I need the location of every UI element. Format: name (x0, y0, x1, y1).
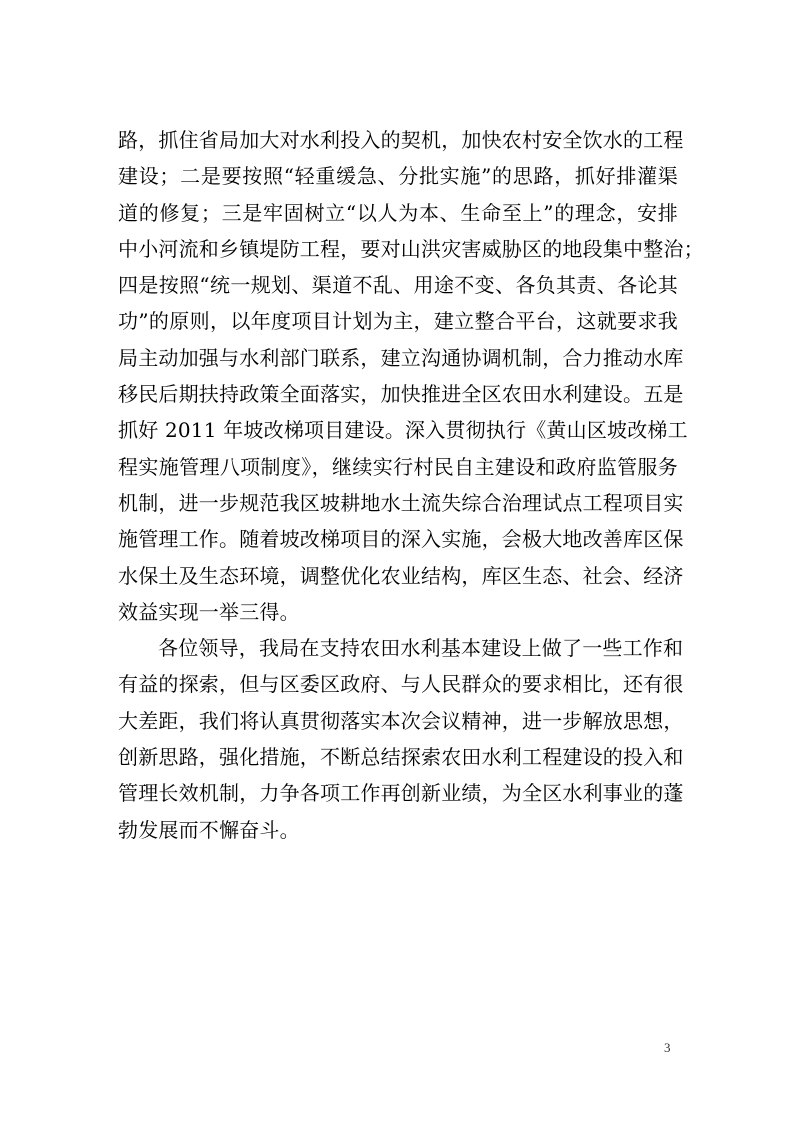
text-line: 水保土及生态环境，调整优化农业结构，库区生态、社会、经济 (118, 563, 684, 588)
page-number: 3 (664, 1040, 671, 1055)
text-line: 四是按照“统一规划、渠道不乱、用途不变、各负其责、各论其 (118, 273, 678, 298)
text-line: 程实施管理八项制度》，继续实行村民自主建设和政府监管服务 (118, 454, 678, 479)
body-text (118, 122, 704, 848)
text-line: 建设；二是要按照“轻重缓急、分批实施”的思路，抓好排灌渠 (118, 164, 678, 189)
text-line: 道的修复；三是牢固树立“以人为本、生命至上”的理念，安排 (118, 200, 678, 225)
text-line: 管理长效机制，力争各项工作再创新业绩，为全区水利事业的蓬 (118, 781, 684, 806)
text-line: 中小河流和乡镇堤防工程，要对山洪灾害威胁区的地段集中整治； (118, 236, 704, 261)
paragraph-end-line: 效益实现一举三得。 (118, 599, 300, 624)
text-line: 机制，进一步规范我区坡耕地水土流失综合治理试点工程项目实 (118, 490, 684, 515)
paragraph-start-line: 各位领导，我局在支持农田水利基本建设上做了一些工作和 (158, 636, 684, 661)
text-line: 局主动加强与水利部门联系，建立沟通协调机制，合力推动水库 (118, 345, 684, 370)
text-line: 功”的原则，以年度项目计划为主，建立整合平台，这就要求我 (118, 309, 678, 334)
text-line: 大差距，我们将认真贯彻落实本次会议精神，进一步解放思想， (118, 708, 684, 733)
text-line: 有益的探索，但与区委区政府、与人民群众的要求相比，还有很 (118, 672, 684, 697)
paragraph-end-line: 勃发展而不懈奋斗。 (118, 817, 300, 842)
text-line: 移民后期扶持政策全面落实，加快推进全区农田水利建设。五是 (118, 382, 684, 407)
text-line: 创新思路，强化措施，不断总结探索农田水利工程建设的投入和 (118, 745, 684, 770)
text-line: 路，抓住省局加大对水利投入的契机，加快农村安全饮水的工程 (118, 128, 684, 152)
text-line: 抓好 2011 年坡改梯项目建设。深入贯彻执行《黄山区坡改梯工 (118, 418, 688, 443)
text-line: 施管理工作。随着坡改梯项目的深入实施，会极大地改善库区保 (118, 527, 684, 552)
